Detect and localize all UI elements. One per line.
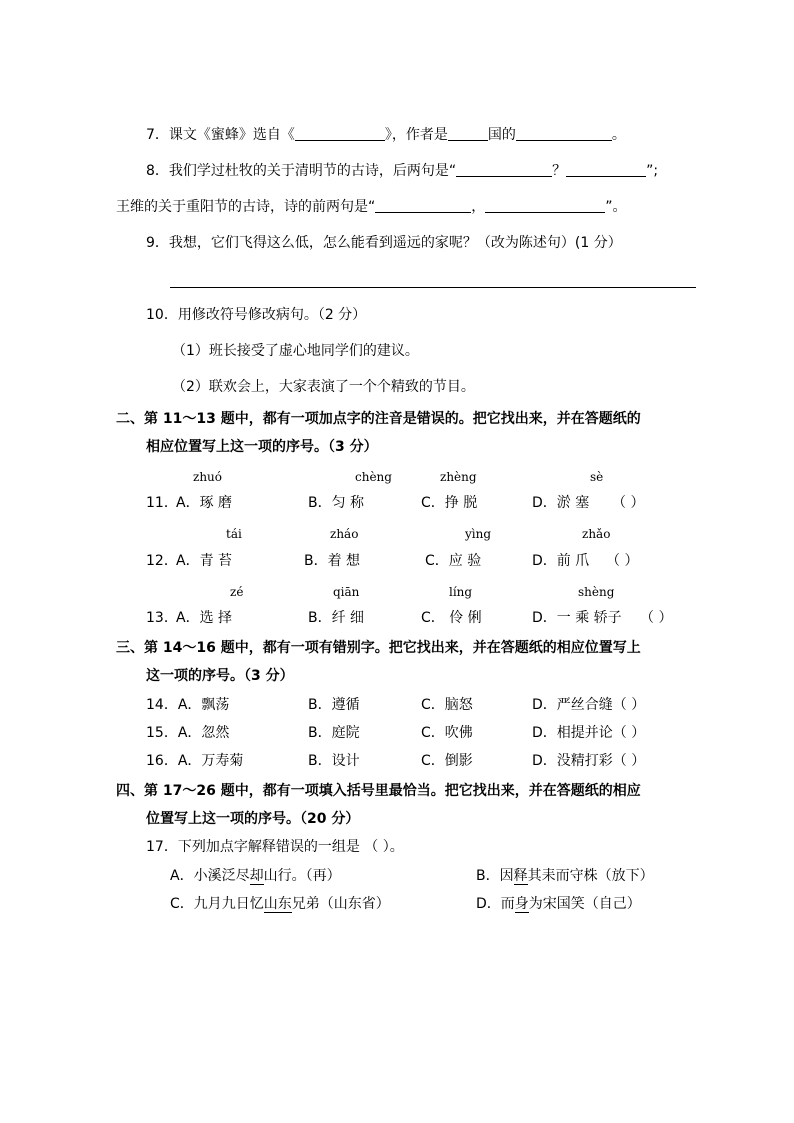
question-12-number: 12． bbox=[146, 553, 178, 569]
question-10-sentence-2: （2）联欢会上，大家表演了一个个精致的节目。 bbox=[172, 379, 475, 395]
answer-blank[interactable] bbox=[295, 126, 385, 141]
answer-blank[interactable] bbox=[448, 126, 488, 141]
option-d[interactable]: D．没精打彩（ ） bbox=[532, 753, 646, 769]
option-b[interactable]: B．匀 称 bbox=[308, 495, 365, 511]
option-b[interactable]: B．庭院 bbox=[308, 725, 360, 741]
option-b[interactable]: B．着 想 bbox=[304, 553, 361, 569]
option-d[interactable]: D．淤 塞 bbox=[532, 495, 590, 511]
pinyin: zháo bbox=[330, 527, 359, 541]
pinyin: qiān bbox=[333, 585, 360, 599]
option-c[interactable]: C．脑怒 bbox=[421, 697, 473, 713]
answer-blank[interactable] bbox=[375, 198, 471, 213]
question-8-continued: 王维的关于重阳节的古诗，诗的前两句是“ ， ”。 bbox=[116, 199, 627, 215]
answer-paren[interactable]: （ ） bbox=[606, 553, 639, 569]
answer-line[interactable] bbox=[170, 287, 696, 288]
pinyin: tái bbox=[226, 527, 242, 541]
option-c[interactable]: C．吹佛 bbox=[421, 725, 473, 741]
pinyin: chèng bbox=[355, 470, 392, 484]
question-7: 7．课文《蜜蜂》选自《 》，作者是 国的 。 bbox=[146, 127, 626, 143]
pinyin: shèng bbox=[578, 585, 615, 599]
question-16-option-a[interactable]: 16．A．万寿菊 bbox=[146, 753, 244, 769]
question-17: 17．下列加点字解释错误的一组是 （ ）。 bbox=[146, 839, 404, 855]
section-3-heading-cont: 这一项的序号。（3 分） bbox=[146, 668, 294, 684]
answer-paren[interactable]: （ ） bbox=[612, 495, 645, 511]
option-d[interactable]: D．而身为宋国笑（自己） bbox=[476, 896, 641, 912]
option-b[interactable]: B．因释其耒而守株（放下） bbox=[476, 868, 654, 884]
option-d[interactable]: D．一 乘 轿子 bbox=[532, 610, 622, 626]
section-2-heading: 二、第 11～13 题中，都有一项加点字的注音是错误的。把它找出来，并在答题纸的 bbox=[116, 411, 641, 427]
pinyin: zhuó bbox=[193, 470, 223, 484]
option-d[interactable]: D．严丝合缝（ ） bbox=[532, 697, 646, 713]
option-a[interactable]: A．选 择 bbox=[176, 610, 233, 626]
option-c[interactable]: C．挣 脱 bbox=[421, 495, 478, 511]
answer-blank[interactable] bbox=[456, 162, 552, 177]
option-c[interactable]: C． 伶 俐 bbox=[421, 610, 482, 626]
pinyin: sè bbox=[590, 470, 604, 484]
answer-blank[interactable] bbox=[485, 198, 605, 213]
section-4-heading: 四、第 17～26 题中，都有一项填入括号里最恰当。把它找出来，并在答题纸的相应 bbox=[116, 783, 641, 799]
answer-paren[interactable]: （ ） bbox=[640, 610, 673, 626]
answer-blank[interactable] bbox=[516, 126, 612, 141]
section-4-heading-cont: 位置写上这一项的序号。（20 分） bbox=[146, 811, 360, 827]
option-a[interactable]: A．青 苔 bbox=[176, 553, 233, 569]
answer-blank[interactable] bbox=[566, 162, 646, 177]
option-b[interactable]: B．设计 bbox=[308, 753, 360, 769]
question-9: 9．我想，它们飞得这么低，怎么能看到遥远的家呢？（改为陈述句）(1 分） bbox=[146, 235, 622, 251]
question-8: 8．我们学过杜牧的关于清明节的古诗，后两句是“ ？ ”; bbox=[146, 163, 659, 179]
option-d[interactable]: D．前 爪 bbox=[532, 553, 590, 569]
question-14-option-a[interactable]: 14．A．飘荡 bbox=[146, 697, 230, 713]
option-c[interactable]: C．九月九日忆山东兄弟（山东省） bbox=[170, 896, 390, 912]
section-2-heading-cont: 相应位置写上这一项的序号。（3 分） bbox=[146, 439, 378, 455]
section-3-heading: 三、第 14～16 题中，都有一项有错别字。把它找出来，并在答题纸的相应位置写上 bbox=[116, 640, 641, 656]
option-c[interactable]: C．倒影 bbox=[421, 753, 473, 769]
pinyin: yìng bbox=[465, 527, 492, 541]
question-13-number: 13． bbox=[146, 610, 178, 626]
option-c[interactable]: C．应 验 bbox=[425, 553, 482, 569]
option-a[interactable]: A．琢 磨 bbox=[176, 495, 233, 511]
question-15-option-a[interactable]: 15．A．忽然 bbox=[146, 725, 230, 741]
question-10: 10．用修改符号修改病句。（2 分） bbox=[146, 307, 367, 323]
question-10-sentence-1: （1）班长接受了虚心地同学们的建议。 bbox=[172, 343, 419, 359]
pinyin: zhèng bbox=[440, 470, 477, 484]
option-a[interactable]: A．小溪泛尽却山行。（再） bbox=[170, 868, 341, 884]
option-d[interactable]: D．相提并论（ ） bbox=[532, 725, 646, 741]
option-b[interactable]: B．纤 细 bbox=[308, 610, 365, 626]
option-b[interactable]: B．遵循 bbox=[308, 697, 360, 713]
question-11-number: 11． bbox=[146, 495, 178, 511]
pinyin: zé bbox=[230, 585, 244, 599]
pinyin: zhǎo bbox=[582, 527, 611, 541]
pinyin: líng bbox=[449, 585, 473, 599]
